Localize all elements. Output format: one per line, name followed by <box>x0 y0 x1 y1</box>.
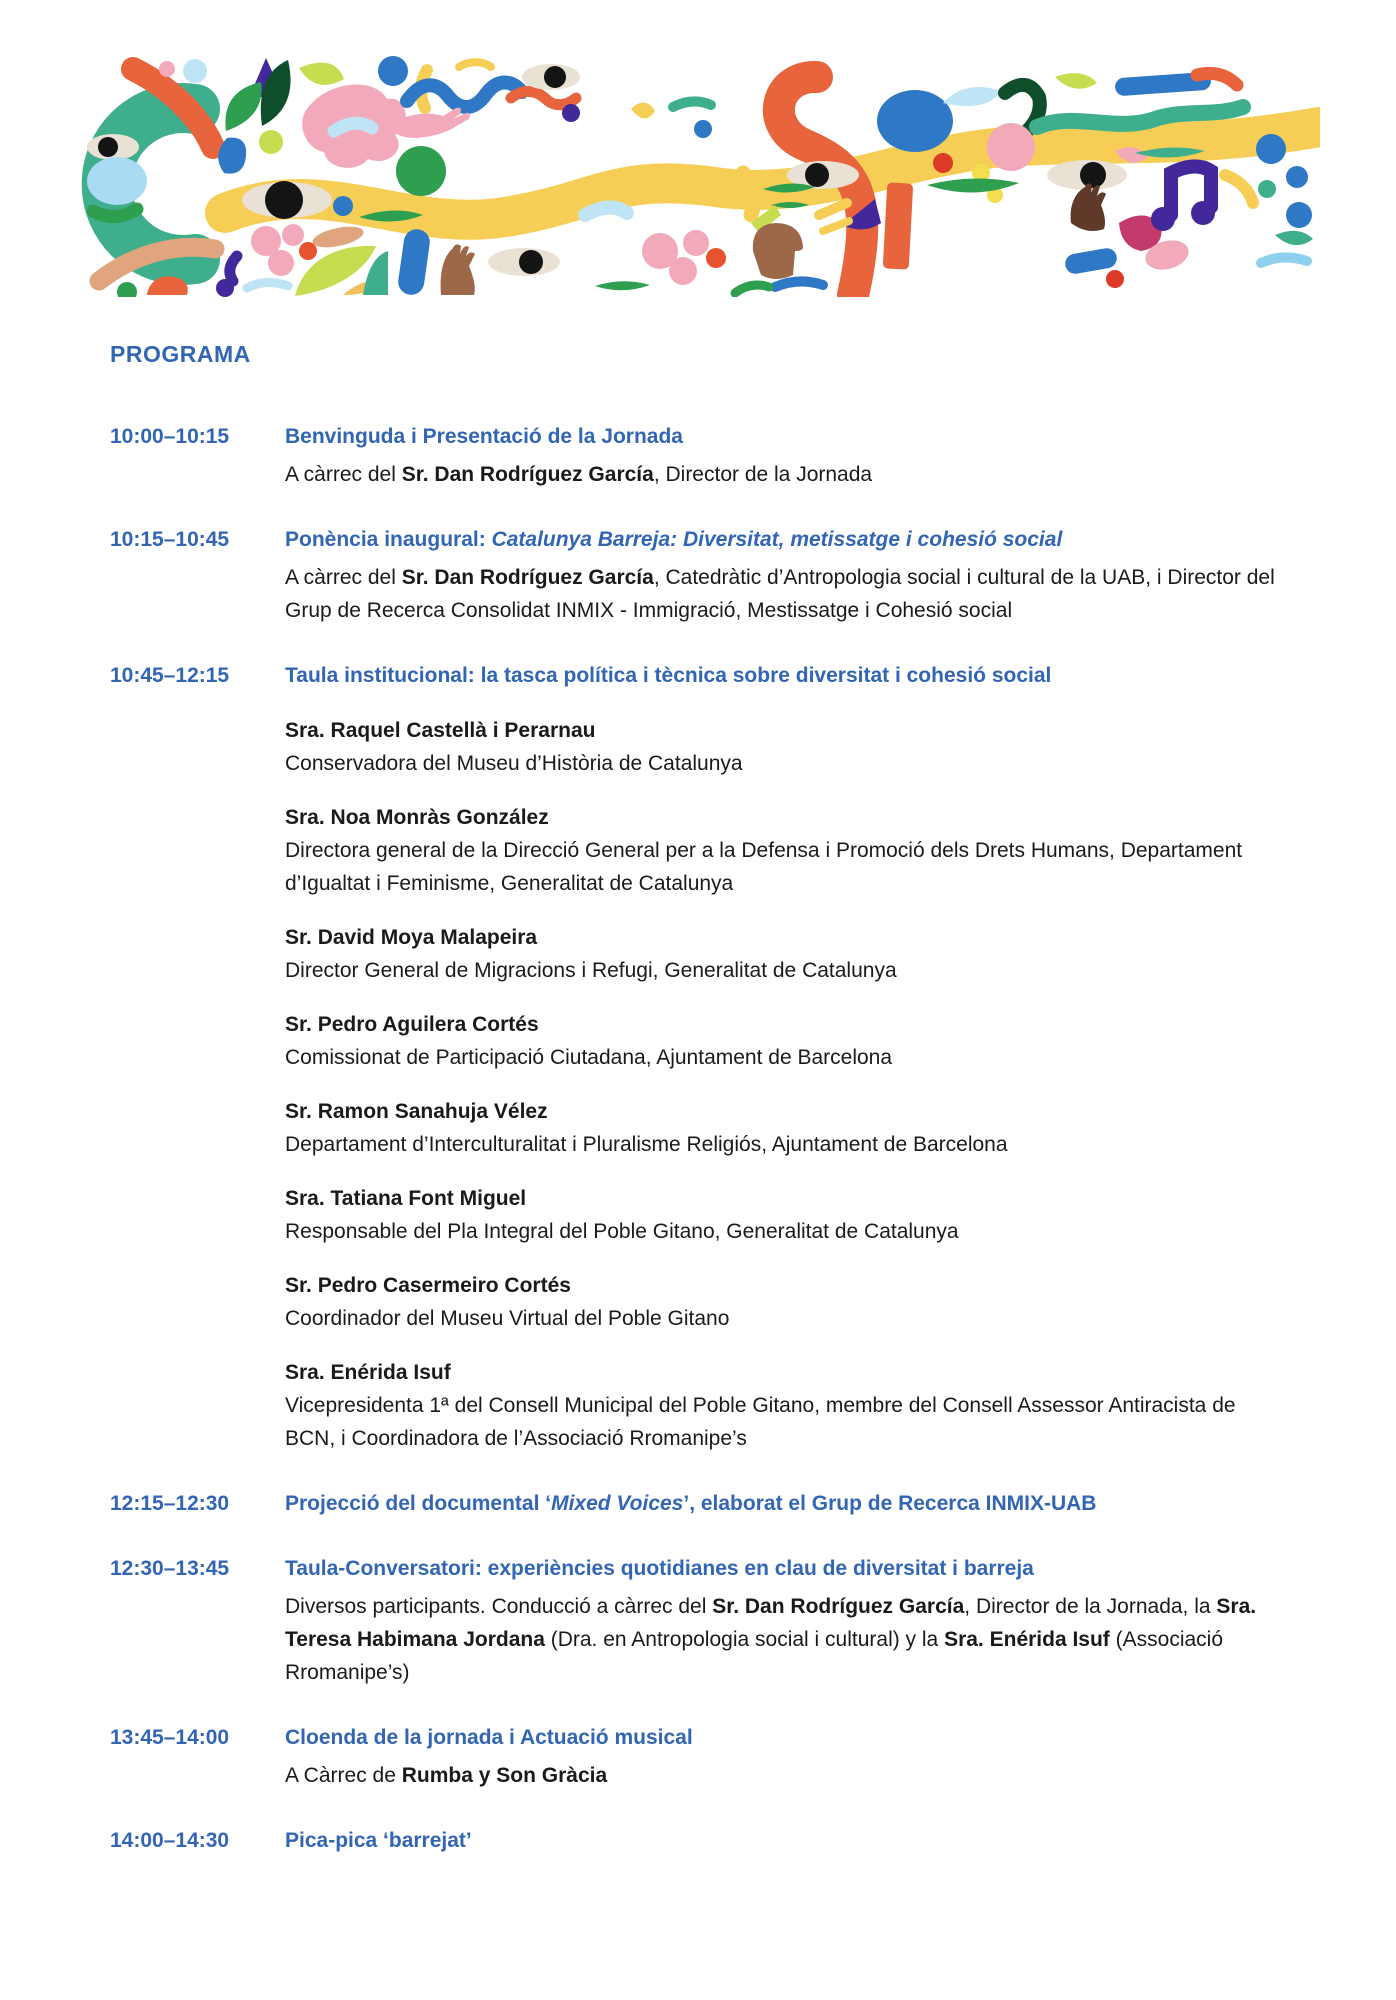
speaker-name: Sra. Tatiana Font Miguel <box>285 1187 527 1210</box>
text-segment: , Director de la Jornada <box>653 463 873 486</box>
text-segment: Sr. Dan Rodríguez García <box>401 566 654 589</box>
text-segment: Ponència inaugural: <box>285 528 492 551</box>
schedule-row <box>110 1824 1310 1857</box>
row-content <box>285 1721 1275 1792</box>
text-segment: A Càrrec de <box>285 1764 402 1787</box>
schedule-row <box>110 1487 1310 1520</box>
schedule-row <box>110 659 1310 1455</box>
time-range: 14:00–14:30 <box>110 1829 230 1852</box>
schedule-list <box>110 420 1310 1857</box>
speaker-name: Sr. Pedro Casermeiro Cortés <box>285 1274 571 1297</box>
speaker-name: Sr. David Moya Malapeira <box>285 926 538 949</box>
text-segment: A càrrec del <box>285 463 402 486</box>
row-content <box>285 420 1275 491</box>
header-collage-illustration <box>75 55 1320 297</box>
text-segment: Sr. Dan Rodríguez García <box>712 1595 965 1618</box>
collage-right-cluster <box>735 72 1313 295</box>
speaker-role: Director General de Migracions i Refugi, Generalitat de Catalunya <box>285 959 897 982</box>
session-title <box>285 1824 1275 1857</box>
speaker <box>285 801 1275 900</box>
text-segment: Sra. Teresa Habimana Jordana <box>285 1595 1257 1651</box>
text-segment: Pica-pica ‘barrejat’ <box>285 1829 472 1852</box>
speaker-name: Sr. Pedro Aguilera Cortés <box>285 1013 539 1036</box>
schedule-row <box>110 1721 1310 1792</box>
text-segment: Diversos participants. Conducció a càrrec del <box>285 1595 713 1618</box>
speaker-role: Comissionat de Participació Ciutadana, Ajuntament de Barcelona <box>285 1046 893 1069</box>
speaker <box>285 1356 1275 1455</box>
page-title: PROGRAMA <box>110 341 251 367</box>
eye-icon <box>522 64 580 90</box>
speaker <box>285 1008 1275 1074</box>
time-range: 13:45–14:00 <box>110 1726 230 1749</box>
row-content <box>285 1824 1275 1857</box>
text-segment: Mixed Voices <box>551 1492 684 1515</box>
session-title <box>285 659 1275 692</box>
text-segment: , Director de la Jornada, la <box>964 1595 1217 1618</box>
text-segment: A càrrec del <box>285 566 402 589</box>
text-segment: (Dra. en Antropologia social i cultural) y la <box>544 1628 945 1651</box>
speaker-role: Coordinador del Museu Virtual del Poble Gitano <box>285 1307 730 1330</box>
schedule-row <box>110 1552 1310 1689</box>
row-content <box>285 1487 1275 1520</box>
speaker-name: Sr. Ramon Sanahuja Vélez <box>285 1100 548 1123</box>
text-segment: Sra. Enérida Isuf <box>944 1628 1110 1651</box>
speaker-name: Sra. Noa Monràs González <box>285 806 549 829</box>
session-title <box>285 1487 1275 1520</box>
music-note-icon <box>1151 166 1215 231</box>
program-page <box>0 297 1396 1889</box>
session-description <box>285 1590 1275 1689</box>
speaker-role: Conservadora del Museu d’Història de Catalunya <box>285 752 743 775</box>
text-segment: Rumba y Son Gràcia <box>401 1764 608 1787</box>
text-segment: Projecció del documental ‘ <box>285 1492 552 1515</box>
time-range: 10:45–12:15 <box>110 664 230 687</box>
speaker <box>285 714 1275 780</box>
speaker-role: Departament d’Interculturalitat i Pluralisme Religiós, Ajuntament de Barcelona <box>285 1133 1008 1156</box>
session-description <box>285 561 1275 627</box>
row-content <box>285 1552 1275 1689</box>
text-segment: Taula-Conversatori: experiències quotidianes en clau de diversitat i barreja <box>285 1557 1034 1580</box>
speaker-role: Vicepresidenta 1ª del Consell Municipal del Poble Gitano, membre del Consell Assessor Antiracista de BCN, i Coordinadora de l’Associació Rromanipe’s <box>285 1394 1236 1450</box>
text-segment: Catalunya Barreja: Diversitat, metissatge i cohesió social <box>491 528 1063 551</box>
session-title <box>285 1721 1275 1754</box>
speaker <box>285 1095 1275 1161</box>
schedule-row <box>110 523 1310 627</box>
text-segment: (Associació Rromanipe’s) <box>285 1628 1224 1684</box>
header-collage-banner <box>75 55 1320 297</box>
speaker <box>285 921 1275 987</box>
text-segment: Taula institucional: la tasca política i tècnica sobre diversitat i cohesió social <box>285 664 1052 687</box>
text-segment: ’, elaborat el Grup de Recerca INMIX-UAB <box>683 1492 1097 1515</box>
session-title <box>285 1552 1275 1585</box>
speaker <box>285 1182 1275 1248</box>
schedule-row <box>110 420 1310 491</box>
session-title <box>285 420 1275 453</box>
text-segment: Sr. Dan Rodríguez García <box>401 463 654 486</box>
speaker-name: Sra. Raquel Castellà i Perarnau <box>285 719 596 742</box>
speaker-role: Responsable del Pla Integral del Poble Gitano, Generalitat de Catalunya <box>285 1220 959 1243</box>
row-content <box>285 523 1275 627</box>
hand-icon <box>441 244 475 295</box>
session-description <box>285 1759 1275 1792</box>
hand-icon <box>1071 183 1106 231</box>
text-segment: Cloenda de la jornada i Actuació musical <box>285 1726 693 1749</box>
speaker-role: Directora general de la Direcció General per a la Defensa i Promoció dels Drets Humans, Departament d’Igualtat i Feminisme, Generalitat de Catalunya <box>285 839 1243 895</box>
speaker-name: Sra. Enérida Isuf <box>285 1361 451 1384</box>
time-range: 12:15–12:30 <box>110 1492 230 1515</box>
time-range: 10:15–10:45 <box>110 528 230 551</box>
speaker <box>285 1269 1275 1335</box>
time-range: 10:00–10:15 <box>110 425 230 448</box>
row-content <box>285 659 1275 1455</box>
text-segment: Benvinguda i Presentació de la Jornada <box>285 425 683 448</box>
session-description <box>285 458 1275 491</box>
time-range: 12:30–13:45 <box>110 1557 230 1580</box>
text-segment: , Catedràtic d’Antropologia social i cultural de la UAB, i Director del Grup de Recerca Consolidat INMIX - Immigració, Mestissatge i Cohesió social <box>285 566 1275 622</box>
session-title <box>285 523 1275 556</box>
